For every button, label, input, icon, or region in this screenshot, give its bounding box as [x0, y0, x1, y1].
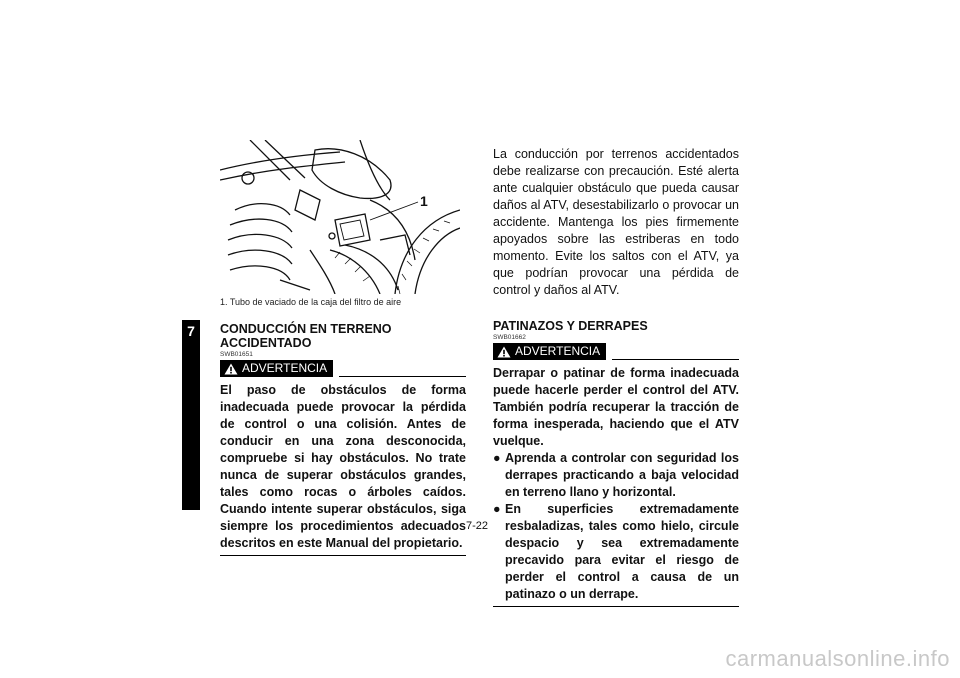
warning-label: ADVERTENCIA — [242, 361, 328, 375]
warning-badge — [493, 343, 606, 360]
rough-terrain-intro: La conducción por terrenos accidentados debe realizarse con precaución. Esté alerta ante cualquier obstáculo que pueda causar daños al ATV, desestabilizarlo o provocar un accidente. Mantenga los pies firmemente apoyados sobre las estriberas en todo momento. Evite los saltos con el ATV, ya que podrían provocar una pérdida de control y daños al ATV. — [493, 147, 739, 297]
warning-text: Derrapar o patinar de forma inadecuada puede hacerle perder el control del ATV. También podría recuperar la tracción de forma inesperada, haciendo que el ATV vuelque. — [493, 366, 739, 448]
warning-rule — [612, 359, 739, 360]
figure-callout-number: 1 — [420, 193, 428, 209]
warning-text: El paso de obstáculos de forma inadecuada puede provocar la pérdida de control o una colisión. Antes de conducir en una zona desconocida, compruebe si hay obstáculos. No trate nunca de superar obstáculos grandes, tales como rocas o árboles caídos. Cuando intente superar obstáculos, siga siempre los procedimientos adecuados descritos en este Manual del propietario. — [220, 383, 466, 550]
bullet-icon: ● — [493, 451, 501, 465]
warning-badge — [220, 360, 333, 377]
chapter-tab: 7 — [182, 320, 200, 510]
warning-rule — [339, 376, 466, 377]
warning-code: SWB01662 — [493, 334, 526, 341]
warning-triangle-icon — [224, 363, 238, 375]
list-item-text: En superficies extremadamente resbaladizas, tales como hielo, circule despacio y sea extremadamente precavido para evitar el riesgo de perder el control a causa de un patinazo o un derrape. — [505, 502, 739, 601]
watermark: carmanualsonline.info — [725, 646, 950, 671]
left-column — [220, 322, 466, 556]
warning-end-rule — [493, 606, 739, 607]
right-column — [493, 146, 739, 607]
warning-code: SWB01651 — [220, 351, 253, 358]
warning-triangle-icon — [497, 346, 511, 358]
air-filter-drain-figure — [220, 140, 460, 294]
figure-caption: 1. Tubo de vaciado de la caja del filtro de aire — [220, 297, 402, 307]
atv-engine-illustration — [220, 140, 460, 294]
warning-header — [220, 360, 466, 377]
warning-header — [493, 343, 739, 360]
section-heading-skids: PATINAZOS Y DERRAPES — [493, 319, 648, 333]
bullet-icon: ● — [493, 502, 501, 516]
warning-end-rule — [220, 555, 466, 556]
list-item — [493, 501, 739, 603]
list-item — [493, 450, 739, 501]
page-number: 7-22 — [466, 520, 489, 532]
section-heading-rough-terrain: CONDUCCIÓN EN TERRENO ACCIDENTADO — [220, 322, 392, 350]
list-item-text: Aprenda a controlar con seguridad los derrapes practicando a baja velocidad en terreno llano y horizontal. — [505, 451, 739, 499]
warning-label: ADVERTENCIA — [515, 344, 601, 358]
